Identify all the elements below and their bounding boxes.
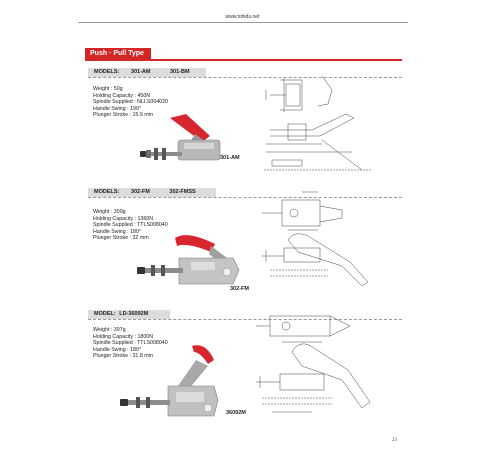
- technical-drawing-3: [252, 308, 392, 428]
- category-rule: [85, 59, 402, 61]
- page-number: 23: [392, 438, 397, 443]
- spec-line: Plunger Stroke : 15.9 mm: [93, 112, 154, 119]
- model-name: 301-BM: [170, 69, 190, 75]
- clamp-photo-2: [135, 228, 245, 298]
- spec-line: Weight : 397g: [93, 327, 126, 333]
- technical-drawing-1: [262, 70, 382, 180]
- photo-label-2: 302-FM: [230, 286, 249, 292]
- models-bar-3: [88, 310, 170, 319]
- clamp-photo-3: [118, 340, 228, 422]
- spec-line: Holding Capacity : 1800N: [93, 333, 154, 340]
- model-name: 301-AM: [130, 69, 151, 75]
- spec-line: Spindle Supplied : TTLS008040: [93, 222, 168, 229]
- photo-label-1: 301-AM: [220, 155, 240, 161]
- photo-label-3: 36092M: [226, 410, 246, 416]
- spec-line: Holding Capacity : 1360N: [93, 215, 154, 222]
- spec-line: Spindle Supplied : NLLS004020: [93, 99, 169, 106]
- spec-line: Spindle Supplied : TTLS008040: [93, 340, 168, 347]
- spec-line: Handle Swing : 180°: [93, 228, 142, 235]
- model-name: LD-36092M: [119, 311, 149, 317]
- models-prefix: MODEL:: [94, 311, 116, 317]
- models-bar-2: [88, 188, 216, 197]
- spec-line: Weight : 300g: [93, 209, 126, 215]
- site-url: www.tohidu.net: [225, 14, 260, 20]
- spec-line: Weight : 50g: [93, 86, 123, 92]
- model-name: 302-FM: [130, 189, 150, 195]
- spec-line: Plunger Stroke : 31.8 mm: [93, 353, 154, 360]
- technical-drawing-2: [258, 188, 388, 290]
- spec-line: Handle Swing : 190°: [93, 105, 142, 112]
- clamp-photo-1: [140, 110, 235, 180]
- category-tab: Push · Pull Type: [85, 48, 151, 59]
- spec-line: Holding Capacity : 450N: [93, 92, 151, 99]
- spec-line: Plunger Stroke : 32 mm: [93, 235, 149, 242]
- models-bar-1: [88, 68, 206, 77]
- model-name: 302-FMSS: [169, 189, 196, 195]
- header-divider: [78, 22, 408, 23]
- spec-line: Handle Swing : 180°: [93, 346, 142, 353]
- models-prefix: MODELS:: [94, 69, 120, 75]
- models-prefix: MODELS:: [94, 189, 120, 195]
